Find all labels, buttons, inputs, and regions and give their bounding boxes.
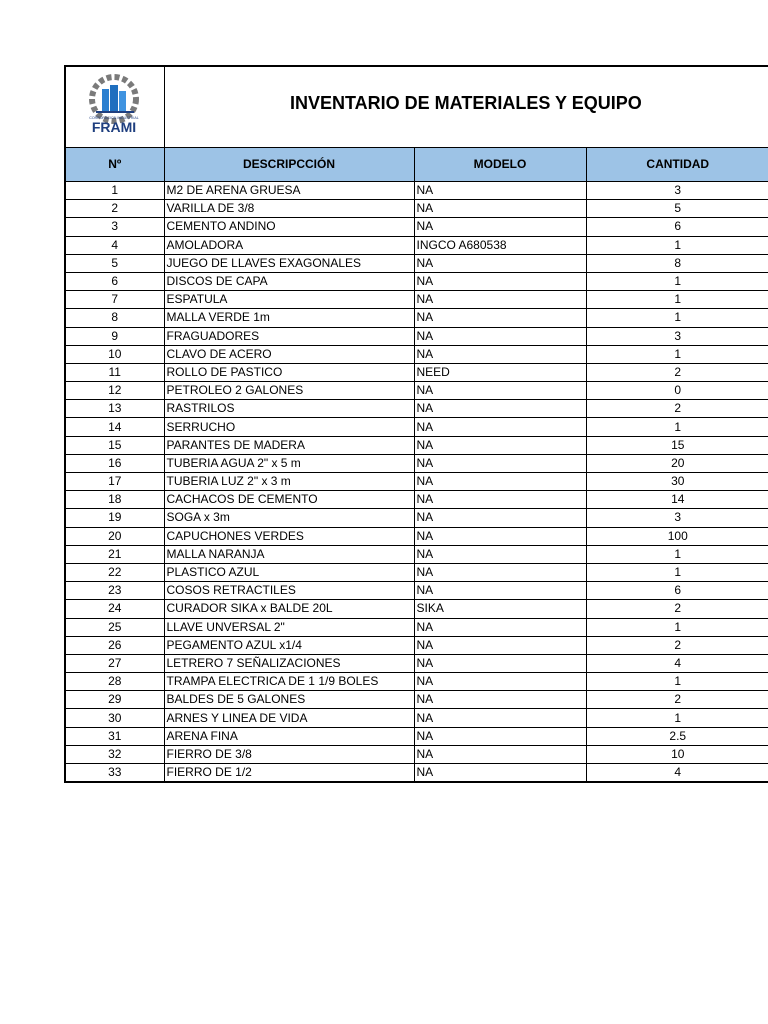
cell-number: 24	[65, 600, 164, 618]
cell-description: MALLA VERDE 1m	[164, 309, 414, 327]
cell-quantity: 3	[586, 327, 768, 345]
cell-description: ARNES Y LINEA DE VIDA	[164, 709, 414, 727]
cell-number: 16	[65, 454, 164, 472]
cell-number: 25	[65, 618, 164, 636]
cell-model: NA	[414, 582, 586, 600]
cell-description: SOGA x 3m	[164, 509, 414, 527]
cell-model: NA	[414, 527, 586, 545]
cell-number: 29	[65, 691, 164, 709]
cell-number: 10	[65, 345, 164, 363]
header-description: DESCRIPCCIÓN	[164, 148, 414, 182]
frami-logo	[66, 67, 164, 147]
table-row	[65, 673, 768, 691]
header-number: Nº	[65, 148, 164, 182]
cell-model: NA	[414, 309, 586, 327]
table-row	[65, 345, 768, 363]
cell-number: 31	[65, 727, 164, 745]
cell-model: NA	[414, 382, 586, 400]
cell-quantity: 30	[586, 473, 768, 491]
cell-description: JUEGO DE LLAVES EXAGONALES	[164, 254, 414, 272]
cell-quantity: 2	[586, 400, 768, 418]
cell-number: 1	[65, 182, 164, 200]
cell-number: 33	[65, 764, 164, 783]
cell-number: 11	[65, 363, 164, 381]
cell-number: 23	[65, 582, 164, 600]
cell-model: INGCO A680538	[414, 236, 586, 254]
cell-model: NA	[414, 727, 586, 745]
cell-model: NA	[414, 473, 586, 491]
table-header-row	[65, 148, 768, 182]
cell-quantity: 2	[586, 600, 768, 618]
cell-description: PARANTES DE MADERA	[164, 436, 414, 454]
logo-small-text: CORPORACION INDUSTRIAL	[89, 116, 139, 120]
table-row	[65, 636, 768, 654]
table-row	[65, 600, 768, 618]
cell-description: CACHACOS DE CEMENTO	[164, 491, 414, 509]
cell-number: 4	[65, 236, 164, 254]
cell-model: NA	[414, 509, 586, 527]
cell-description: ARENA FINA	[164, 727, 414, 745]
table-row	[65, 254, 768, 272]
cell-number: 32	[65, 745, 164, 763]
cell-number: 28	[65, 673, 164, 691]
cell-description: LLAVE UNVERSAL 2"	[164, 618, 414, 636]
table-row	[65, 200, 768, 218]
cell-number: 13	[65, 400, 164, 418]
table-row	[65, 309, 768, 327]
cell-quantity: 3	[586, 509, 768, 527]
inventory-sheet	[64, 65, 768, 783]
cell-number: 5	[65, 254, 164, 272]
cell-description: COSOS RETRACTILES	[164, 582, 414, 600]
logo-cell	[64, 67, 165, 147]
cell-number: 3	[65, 218, 164, 236]
table-row	[65, 236, 768, 254]
table-row	[65, 272, 768, 290]
cell-quantity: 20	[586, 454, 768, 472]
table-row	[65, 582, 768, 600]
cell-model: NA	[414, 545, 586, 563]
cell-description: MALLA NARANJA	[164, 545, 414, 563]
cell-description: PEGAMENTO AZUL x1/4	[164, 636, 414, 654]
cell-description: AMOLADORA	[164, 236, 414, 254]
table-row	[65, 618, 768, 636]
table-row	[65, 218, 768, 236]
cell-number: 20	[65, 527, 164, 545]
cell-number: 8	[65, 309, 164, 327]
cell-quantity: 2	[586, 636, 768, 654]
cell-description: CURADOR SIKA x BALDE 20L	[164, 600, 414, 618]
table-row	[65, 473, 768, 491]
cell-quantity: 0	[586, 382, 768, 400]
cell-model: NA	[414, 291, 586, 309]
cell-quantity: 4	[586, 654, 768, 672]
table-row	[65, 436, 768, 454]
cell-quantity: 15	[586, 436, 768, 454]
cell-number: 14	[65, 418, 164, 436]
cell-number: 7	[65, 291, 164, 309]
cell-description: M2 DE ARENA GRUESA	[164, 182, 414, 200]
cell-quantity: 2	[586, 363, 768, 381]
cell-description: FIERRO DE 3/8	[164, 745, 414, 763]
cell-quantity: 1	[586, 618, 768, 636]
cell-model: NA	[414, 218, 586, 236]
cell-quantity: 14	[586, 491, 768, 509]
cell-number: 9	[65, 327, 164, 345]
cell-model: NA	[414, 400, 586, 418]
cell-quantity: 10	[586, 745, 768, 763]
cell-model: NA	[414, 654, 586, 672]
cell-quantity: 5	[586, 200, 768, 218]
cell-description: FIERRO DE 1/2	[164, 764, 414, 783]
cell-model: NA	[414, 745, 586, 763]
table-row	[65, 509, 768, 527]
cell-model: NA	[414, 636, 586, 654]
cell-model: NA	[414, 272, 586, 290]
cell-number: 30	[65, 709, 164, 727]
cell-quantity: 1	[586, 673, 768, 691]
cell-model: NA	[414, 618, 586, 636]
cell-number: 27	[65, 654, 164, 672]
cell-description: SERRUCHO	[164, 418, 414, 436]
cell-number: 15	[65, 436, 164, 454]
cell-number: 22	[65, 563, 164, 581]
cell-description: LETRERO 7 SEÑALIZACIONES	[164, 654, 414, 672]
cell-model: NA	[414, 436, 586, 454]
header-quantity: CANTIDAD	[586, 148, 768, 182]
table-row	[65, 764, 768, 783]
cell-model: NA	[414, 563, 586, 581]
cell-quantity: 4	[586, 764, 768, 783]
cell-description: TUBERIA LUZ 2" x 3 m	[164, 473, 414, 491]
inventory-table	[64, 147, 768, 783]
cell-description: CEMENTO ANDINO	[164, 218, 414, 236]
cell-quantity: 1	[586, 309, 768, 327]
cell-model: NA	[414, 491, 586, 509]
table-row	[65, 291, 768, 309]
table-row	[65, 654, 768, 672]
cell-quantity: 1	[586, 709, 768, 727]
cell-description: PETROLEO 2 GALONES	[164, 382, 414, 400]
table-row	[65, 691, 768, 709]
cell-quantity: 3	[586, 182, 768, 200]
table-row	[65, 563, 768, 581]
logo-brand: FRAMI	[91, 119, 137, 135]
table-row	[65, 382, 768, 400]
cell-number: 18	[65, 491, 164, 509]
page-title: INVENTARIO DE MATERIALES Y EQUIPO	[290, 93, 642, 113]
table-row	[65, 418, 768, 436]
cell-quantity: 1	[586, 545, 768, 563]
table-row	[65, 327, 768, 345]
cell-quantity: 1	[586, 563, 768, 581]
cell-model: NA	[414, 345, 586, 363]
table-row	[65, 745, 768, 763]
cell-model: NA	[414, 673, 586, 691]
cell-description: TUBERIA AGUA 2" x 5 m	[164, 454, 414, 472]
cell-description: FRAGUADORES	[164, 327, 414, 345]
cell-model: NA	[414, 182, 586, 200]
cell-model: NA	[414, 254, 586, 272]
cell-quantity: 100	[586, 527, 768, 545]
cell-model: NA	[414, 327, 586, 345]
cell-quantity: 2	[586, 691, 768, 709]
table-row	[65, 182, 768, 200]
cell-quantity: 6	[586, 218, 768, 236]
table-row	[65, 527, 768, 545]
cell-number: 2	[65, 200, 164, 218]
cell-number: 21	[65, 545, 164, 563]
table-row	[65, 400, 768, 418]
cell-model: NA	[414, 691, 586, 709]
cell-description: TRAMPA ELECTRICA DE 1 1/9 BOLES	[164, 673, 414, 691]
cell-quantity: 1	[586, 418, 768, 436]
cell-number: 12	[65, 382, 164, 400]
cell-description: CAPUCHONES VERDES	[164, 527, 414, 545]
cell-description: CLAVO DE ACERO	[164, 345, 414, 363]
cell-model: NEED	[414, 363, 586, 381]
cell-description: ESPATULA	[164, 291, 414, 309]
cell-quantity: 2.5	[586, 727, 768, 745]
cell-quantity: 6	[586, 582, 768, 600]
table-row	[65, 727, 768, 745]
cell-model: NA	[414, 764, 586, 783]
cell-quantity: 1	[586, 291, 768, 309]
cell-description: BALDES DE 5 GALONES	[164, 691, 414, 709]
cell-model: NA	[414, 418, 586, 436]
table-row	[65, 545, 768, 563]
cell-model: NA	[414, 200, 586, 218]
cell-model: SIKA	[414, 600, 586, 618]
cell-model: NA	[414, 454, 586, 472]
cell-description: DISCOS DE CAPA	[164, 272, 414, 290]
cell-quantity: 1	[586, 345, 768, 363]
cell-description: VARILLA DE 3/8	[164, 200, 414, 218]
table-row	[65, 709, 768, 727]
cell-number: 19	[65, 509, 164, 527]
cell-model: NA	[414, 709, 586, 727]
header-model: MODELO	[414, 148, 586, 182]
cell-quantity: 1	[586, 272, 768, 290]
cell-number: 6	[65, 272, 164, 290]
table-row	[65, 491, 768, 509]
cell-description: PLASTICO AZUL	[164, 563, 414, 581]
table-row	[65, 454, 768, 472]
cell-quantity: 1	[586, 236, 768, 254]
table-row	[65, 363, 768, 381]
cell-number: 26	[65, 636, 164, 654]
sheet-header	[64, 65, 768, 147]
cell-quantity: 8	[586, 254, 768, 272]
cell-number: 17	[65, 473, 164, 491]
cell-description: RASTRILOS	[164, 400, 414, 418]
cell-description: ROLLO DE PASTICO	[164, 363, 414, 381]
